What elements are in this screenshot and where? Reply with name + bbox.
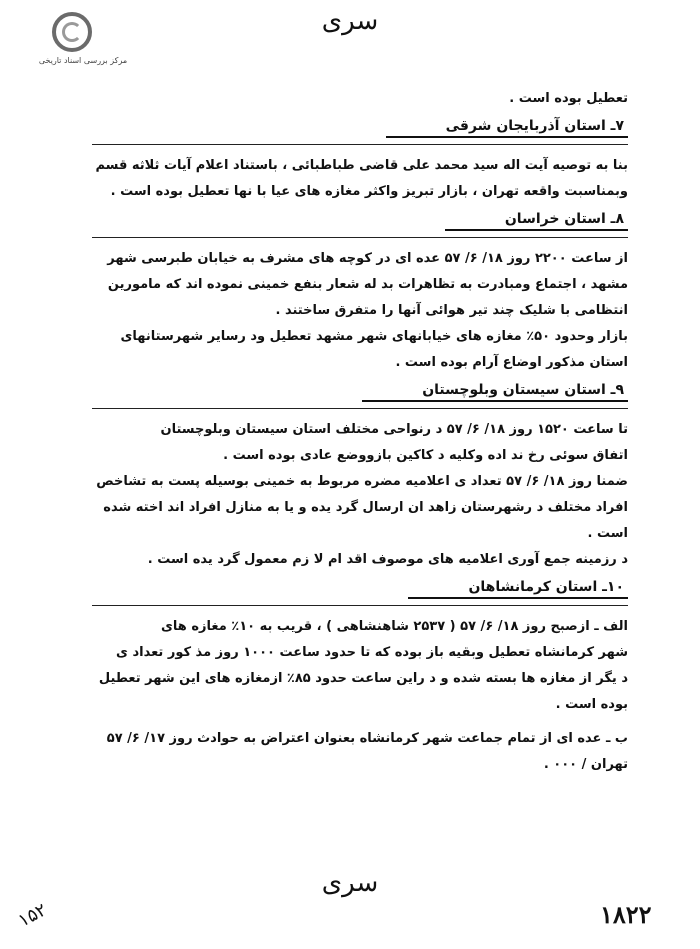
text-line: بازار وحدود ۵۰٪ مغازه های خیابانهای شهر مشهد تعطیل ود رسایر شهرستانهای bbox=[120, 329, 628, 344]
divider bbox=[92, 144, 628, 145]
page-mark-right: ۱۸۲۲ bbox=[600, 900, 652, 929]
text-line: اتفاق سوئی رخ ند اده وکلیه د کاکین بازووضع عادی بوده است . bbox=[223, 448, 628, 463]
text-line: انتظامی با شلیک چند تیر هوائی آنها را متفرق ساختند . bbox=[275, 303, 628, 318]
text-line: بنا به توصیه آیت اله سید محمد علی قاضی طباطبائی ، باستناد اعلام آیات ثلاثه قسم bbox=[95, 158, 628, 173]
section-heading-kermanshahan: ۱۰ـ استان کرمانشاهان bbox=[92, 573, 628, 601]
document-body bbox=[92, 86, 628, 778]
text-line: د رزمینه جمع آوری اعلامیه های موصوف اقد ام لا زم معمول گرد یده است . bbox=[147, 552, 628, 567]
spacer bbox=[92, 718, 628, 726]
divider bbox=[92, 605, 628, 606]
text-line: شهر کرمانشاه تعطیل وبقیه باز بوده که تا حدود ساعت ۱۰۰۰ روز مذ کور تعداد ی bbox=[116, 645, 628, 660]
archive-logo-text: مرکز بررسی اسناد تاریخی bbox=[38, 56, 128, 65]
text-line: استان مذکور اوضاع آرام بوده است . bbox=[395, 355, 628, 370]
section-heading-east-azerbaijan: ۷ـ استان آذربایجان شرقی bbox=[92, 112, 628, 140]
text-line: تا ساعت ۱۵۲۰ روز ۱۸/ ۶/ ۵۷ د رنواحی مختلف استان سیستان وبلوچستان bbox=[160, 422, 628, 437]
section-heading-khorasan: ۸ـ استان خراسان bbox=[92, 205, 628, 233]
text-line: از ساعت ۲۲۰۰ روز ۱۸/ ۶/ ۵۷ عده ای در کوچه های مشرف به خیابان طبرسی شهر bbox=[107, 251, 628, 266]
text-line: د یگر از مغازه ها بسته شده و د راین ساعت حدود ۸۵٪ ازمغازه های این شهر تعطیل bbox=[98, 671, 628, 686]
text-line: وبمناسبت واقعه تهران ، بازار تبریز واکثر مغازه های عیا با نها تعطیل بوده است . bbox=[110, 184, 628, 199]
divider bbox=[92, 408, 628, 409]
text-line: ب ـ عده ای از تمام جماعت شهر کرمانشاه بعنوان اعتراض به حوادث روز ۱۷/ ۶/ ۵۷ bbox=[106, 731, 628, 746]
text-line: الف ـ ازصبح روز ۱۸/ ۶/ ۵۷ ( ۲۵۳۷ شاهنشاهی ) ، قریب به ۱۰٪ مغازه های bbox=[160, 619, 628, 634]
page-mark-left: ۱۵۲ bbox=[14, 899, 51, 932]
text-line: است . bbox=[587, 526, 628, 541]
section-heading-sistan-baluchestan: ۹ـ استان سیستان وبلوچستان bbox=[92, 376, 628, 404]
classification-top: سری bbox=[321, 6, 379, 36]
divider bbox=[92, 237, 628, 238]
text-line: تهران / ۰۰۰ . bbox=[543, 757, 628, 772]
text-line: مشهد ، اجتماع ومبادرت به تظاهرات بد له شعار بنفع خمینی نموده اند که مامورین bbox=[107, 277, 628, 292]
text-line: بوده است . bbox=[555, 697, 628, 712]
line-continuation: تعطیل بوده است . bbox=[509, 91, 628, 106]
text-line: افراد مختلف د رشهرستان زاهد ان ارسال گرد یده و یا به منازل افراد اند اخته شده bbox=[103, 500, 628, 515]
classification-bottom: سری bbox=[321, 868, 379, 898]
text-line: ضمنا روز ۱۸/ ۶/ ۵۷ تعداد ی اعلامیه مضره مربوط به خمینی بوسیله پست به تشاخص bbox=[96, 474, 628, 489]
